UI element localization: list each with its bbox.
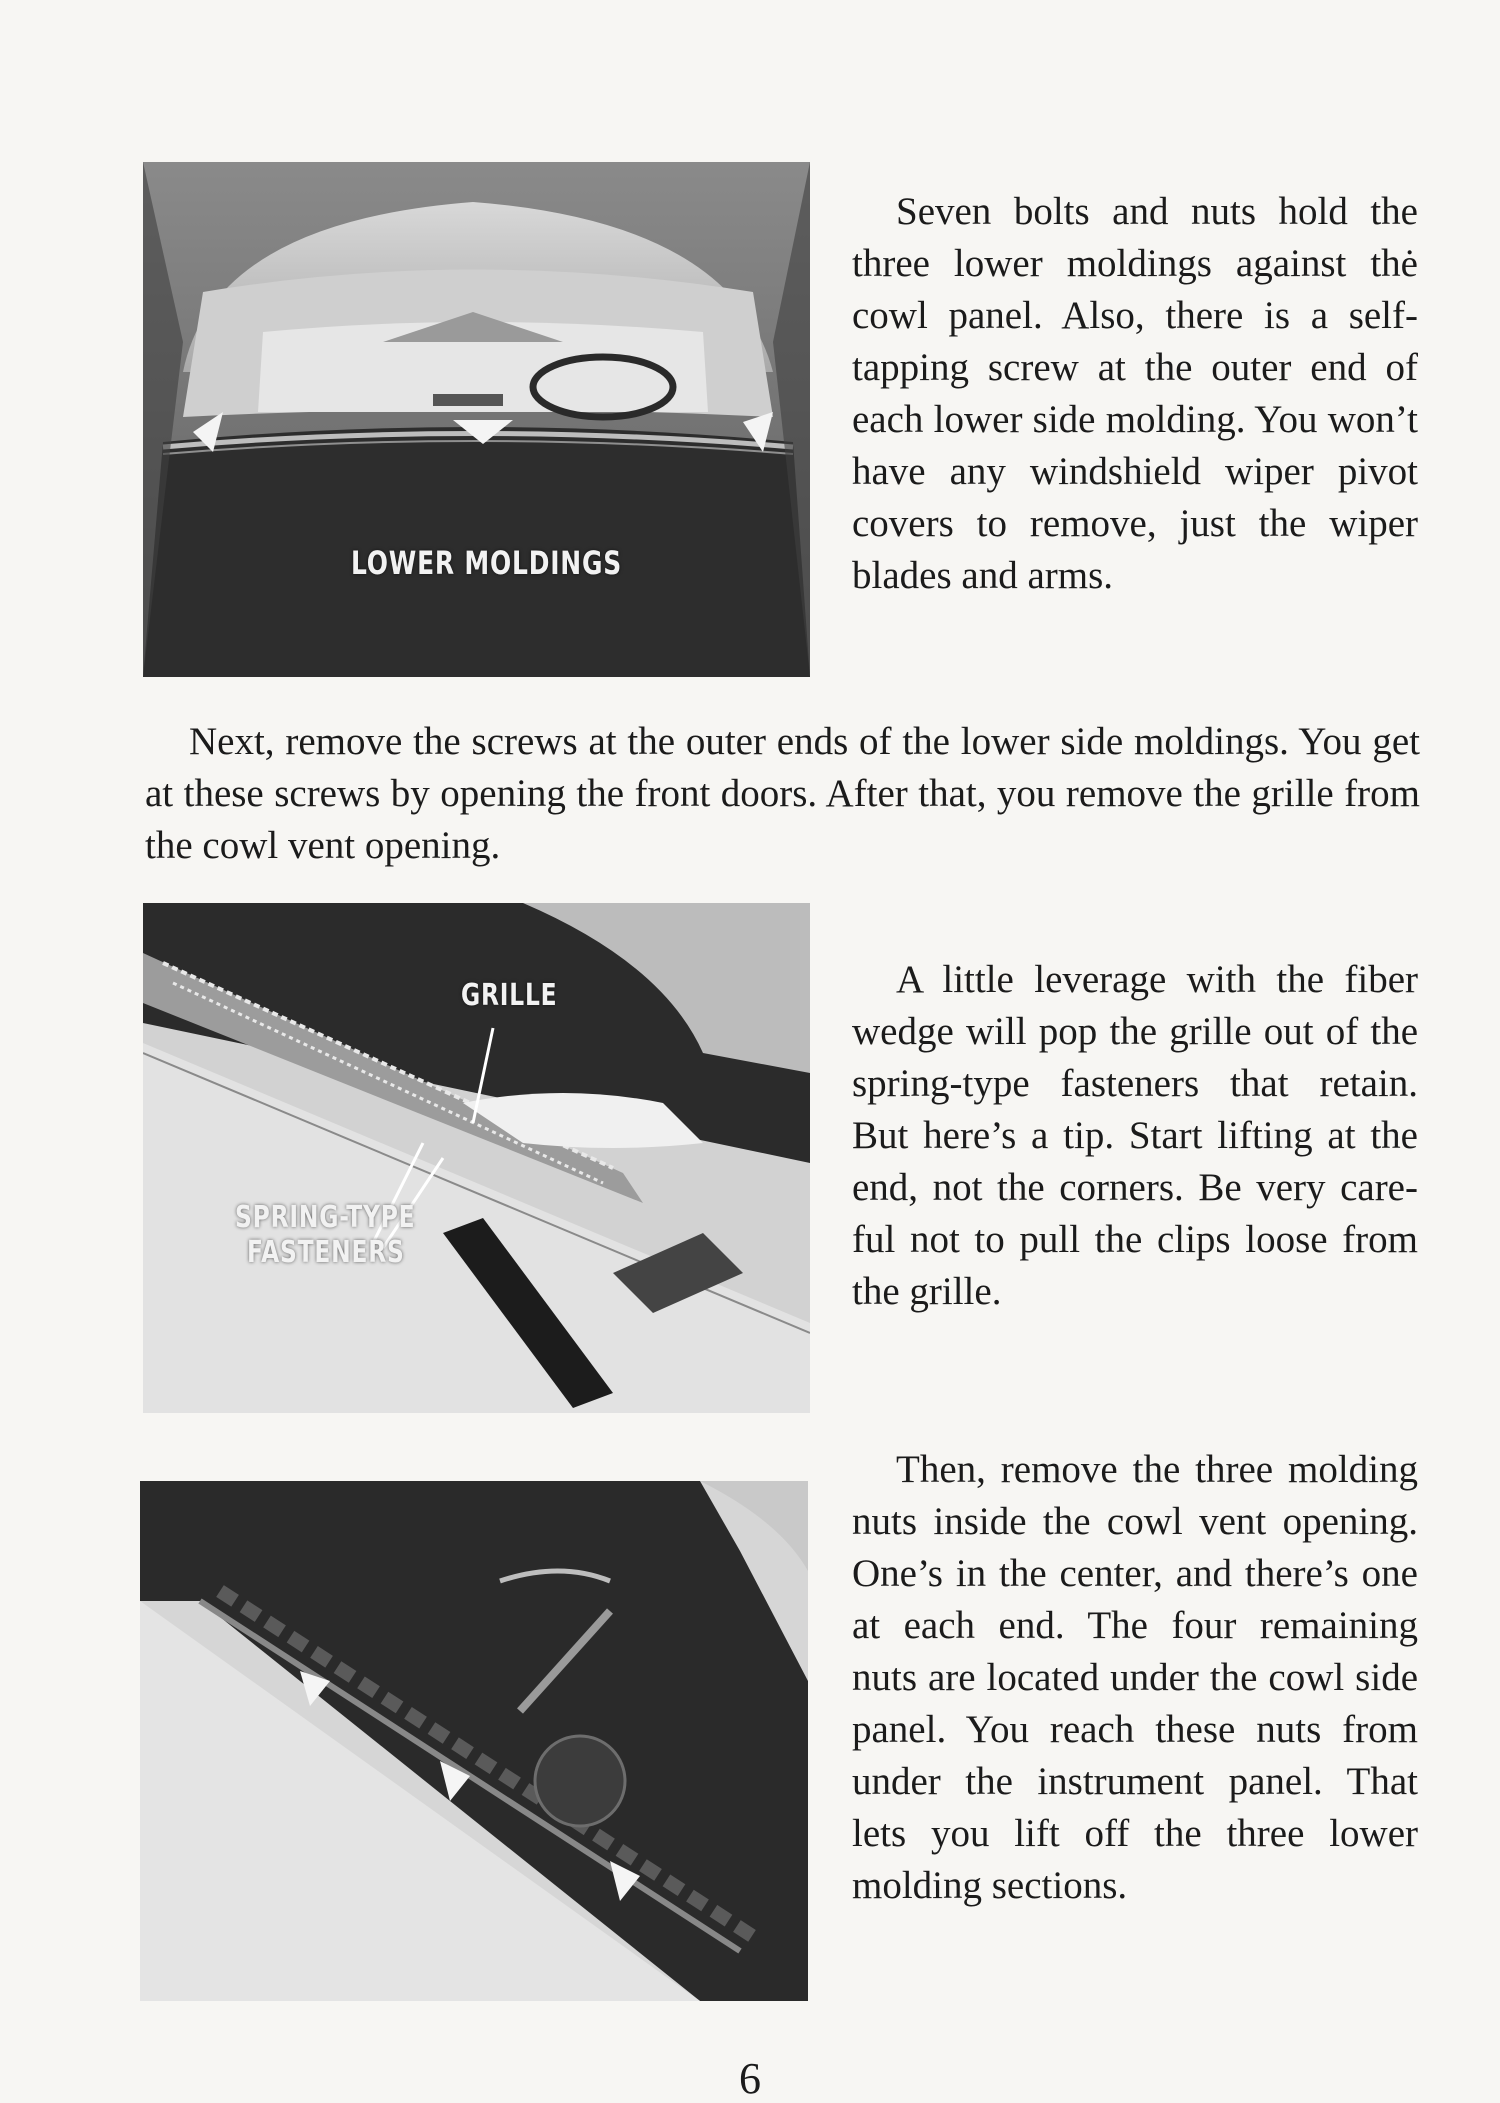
paragraph-leverage: A little leverage with the fiber wedge will pop the grille out of the spring-type fasteners that retain. But here’s a tip. Start lifting at the end, not the corners. Be very careful not to pull the clips loose from the grille. bbox=[852, 958, 1418, 1313]
page-number: 6 bbox=[739, 2054, 761, 2103]
paragraph-molding-nuts: Then, remove the three molding nuts inside the cowl vent opening. One’s in the center, and there’s one at each end. The four remaining nuts are located under the cowl side panel. You reach these nuts from under the instrument panel. That lets you lift off the three lower molding sections. bbox=[852, 1448, 1418, 1907]
fasteners-label: FASTENERS bbox=[247, 1235, 405, 1270]
windshield-illustration bbox=[143, 162, 810, 677]
cowl-vent-illustration bbox=[140, 1481, 808, 2001]
paragraph-remove-screws: Next, remove the screws at the outer ends of the lower side moldings. You get at these screws by opening the front doors. After that, you remove the grille from the cowl vent opening. bbox=[145, 720, 1420, 867]
lower-moldings-label: LOWER MOLDINGS bbox=[351, 544, 622, 582]
grille-label: GRILLE bbox=[461, 978, 558, 1013]
paragraph-seven-bolts: Seven bolts and nuts hold the three lower moldings against thė cowl panel. Also, there is a self-tapping screw at the outer end of each lower side molding. You won’t have any windshield wiper pivot covers to remove, just the wiper blades and arms. bbox=[852, 190, 1418, 597]
cowl-vent-nuts-photo bbox=[140, 1481, 808, 2001]
grille-photo bbox=[143, 903, 810, 1413]
lower-moldings-photo bbox=[143, 162, 810, 677]
spring-type-label: SPRING-TYPE bbox=[235, 1200, 416, 1235]
